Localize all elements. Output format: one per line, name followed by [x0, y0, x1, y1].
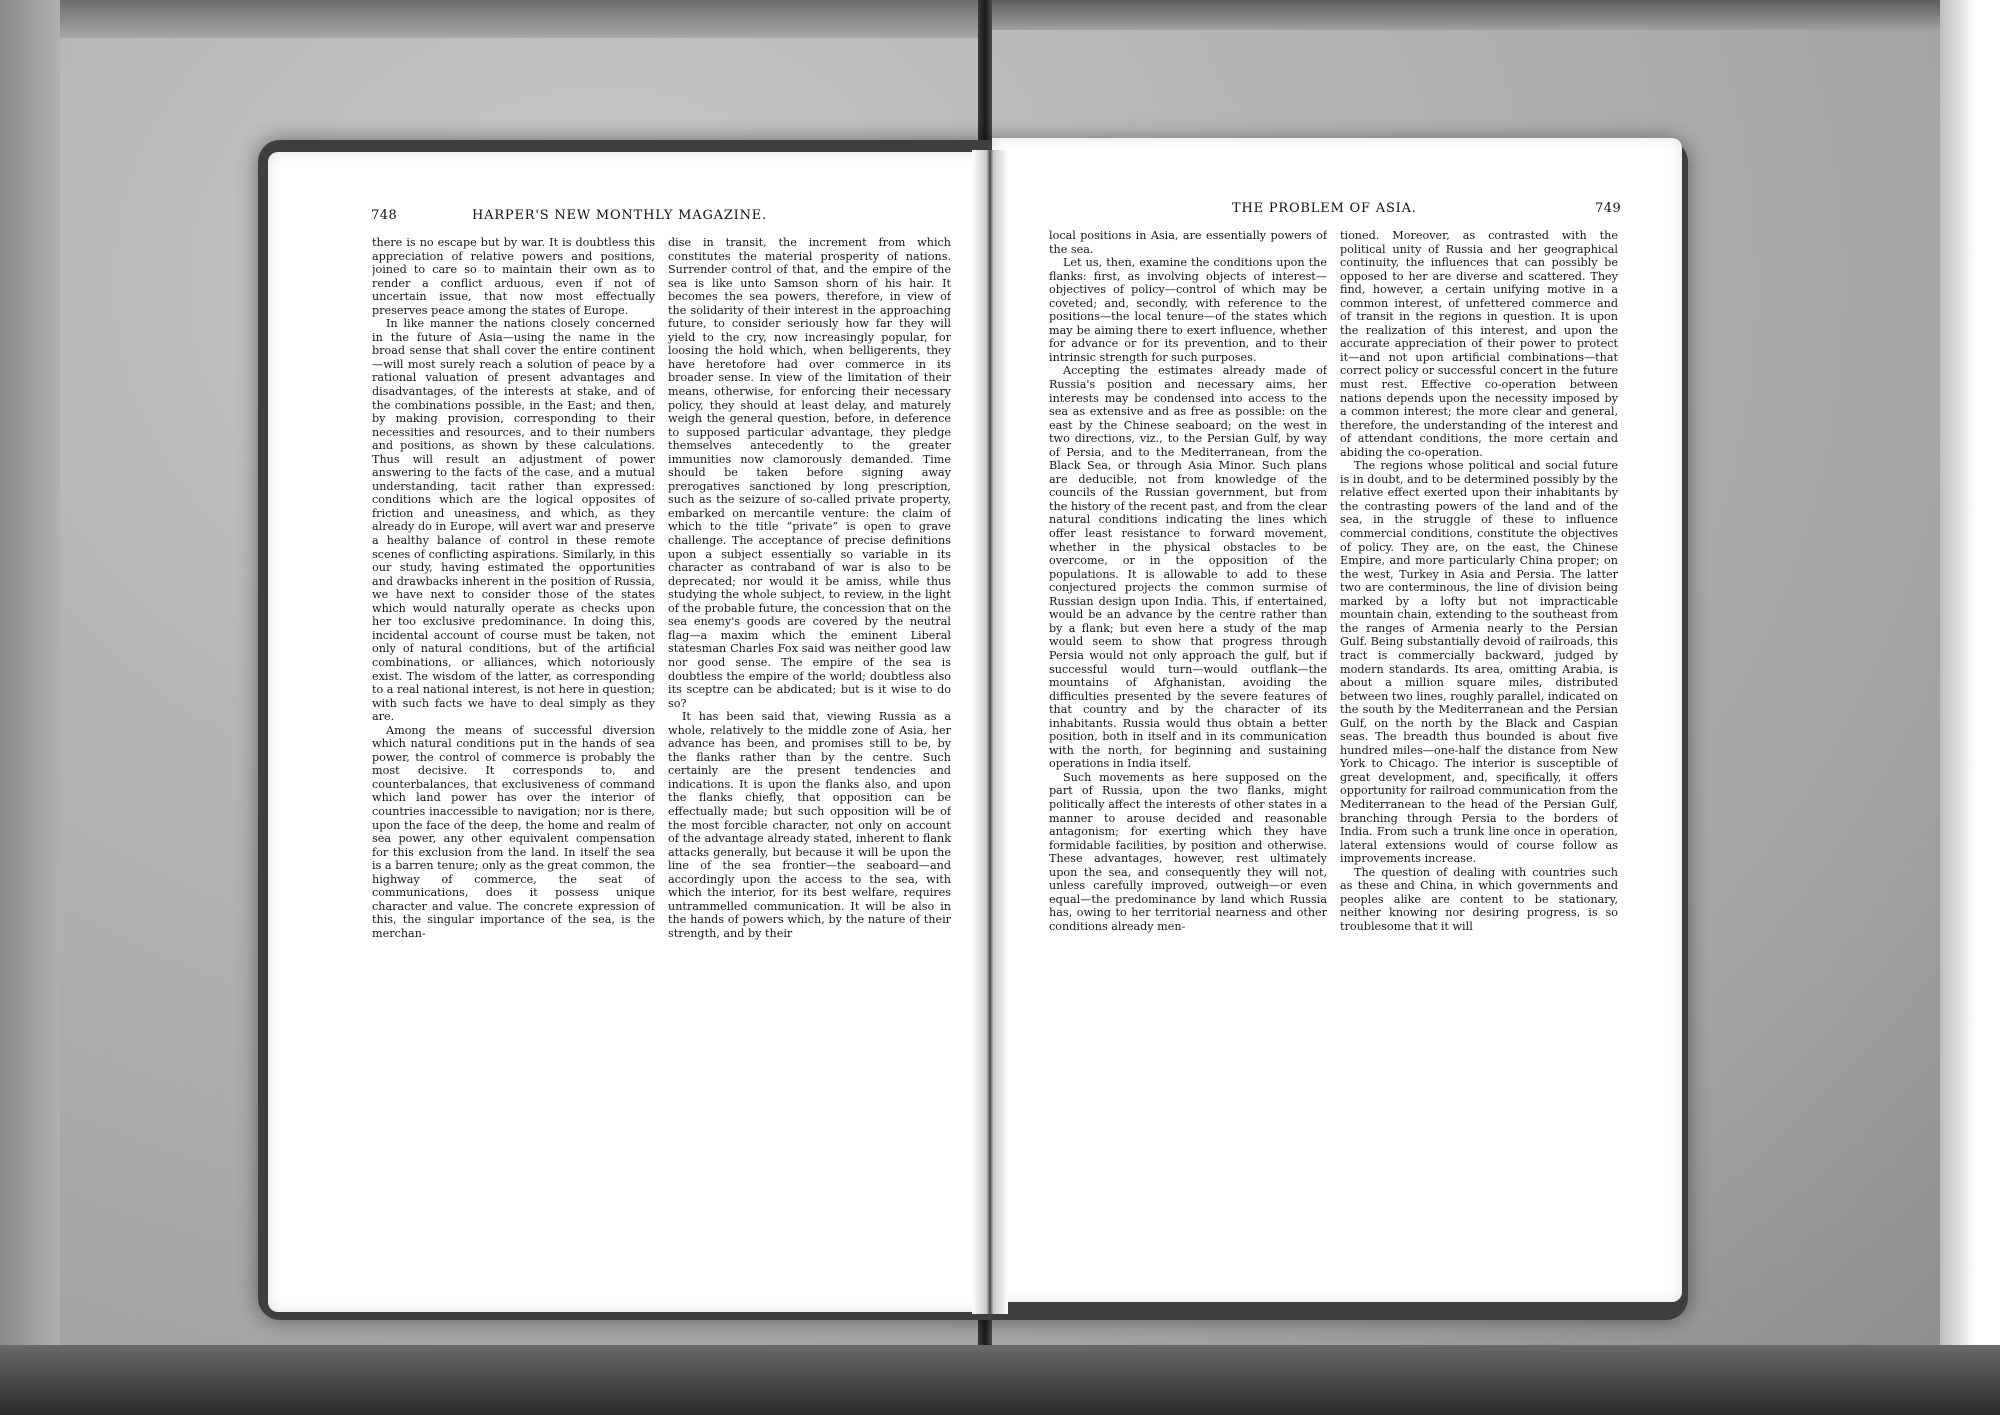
paragraph: It has been said that, viewing Russia as a whole, relatively to the middle zone of Asia, her advance has been, and promises still to be, by the flanks rather than by the centre. Such certainly are the present tendencies and indications. It is upon the flanks also, and upon the flanks chiefly, that opposition can be effectually made; but such opposition will be of the most forcible character, not only on account of the advantage already stated, inherent to flank attacks generally, but because it will be upon the line of the sea frontier—the seaboard—and accordingly upon the access to the sea, with which the interior, for its best welfare, requires untrammelled communication. It will be also in the hands of powers which, by the nature of their strength, and by their: [668, 710, 951, 940]
left-page-number: 748: [371, 208, 398, 223]
paragraph: Such movements as here supposed on the part of Russia, upon the two flanks, might politically affect the interests of other states in a manner to arouse decided and reasonable antagonism; for exerting which they have formidable facilities, by position and otherwise. These advantages, however, rest ultimately upon the sea, and consequently they will not, unless carefully improved, outweigh—or even equal—the predominance by land which Russia has, owing to her territorial nearness and other conditions already men-: [1049, 770, 1327, 933]
scan-right-edge: [1940, 0, 2000, 1415]
right-cover-edge: [992, 0, 1940, 30]
paragraph: Accepting the estimates already made of Russia's position and necessary aims, her interests may be condensed into access to the sea as extensive and as free as possible: on the east by the Chinese seaboard; on the west in two directions, viz., to the Persian Gulf, by way of Persia, and to the Mediterranean, from the Black Sea, or through Asia Minor. Such plans are deducible, not from knowledge of the councils of the Russian government, but from the history of the recent past, and from the clear natural conditions indicating the lines which offer least resistance to forward movement, whether in the physical obstacles to be overcome, or in the opposition of the populations. It is allowable to add to these conjectured projects the common surmise of Russian design upon India. This, if entertained, would be an advance by the centre rather than by a flank; but even here a study of the map would seem to show that progress through Persia would not only approach the gulf, but if successful would turn—would outflank—the mountains of Afghanistan, avoiding the difficulties presented by the severe features of that country and by the character of its inhabitants. Russia would thus obtain a better position, both in itself and in its communication with the north, for beginning and sustaining operations in India itself.: [1049, 364, 1327, 771]
paragraph: The regions whose political and social future is in doubt, and to be determined possibly by the relative effect exerted upon their inhabitants by the contrasting powers of the land and of the sea, in the struggle of these to influence commercial conditions, constitute the objectives of policy. They are, on the east, the Chinese Empire, and more particularly China proper; on the west, Turkey in Asia and Persia. The latter two are conterminous, the line of division being marked by a lofty but not impracticable mountain chain, extending to the southeast from the ranges of Armenia nearly to the Persian Gulf. Being substantially devoid of railroads, this tract is commercially backward, judged by modern standards. Its area, omitting Arabia, is about a million square miles, distributed between two lines, roughly parallel, indicated on the south by the Mediterranean and the Persian Gulf, on the north by the Black and Caspian seas. The breadth thus bounded is about five hundred miles—one-half the distance from New York to Chicago. The interior is susceptible of great development, and, specifically, it offers opportunity for railroad communication from the Mediterranean to the head of the Persian Gulf, branching through Persia to the borders of India. From such a trunk line once in operation, lateral extensions would of course follow as improvements increase.: [1340, 459, 1618, 866]
paragraph: dise in transit, the increment from which constitutes the material prosperity of nations. Surrender control of that, and the empire of the sea is like unto Samson shorn of his hair. It becomes the sea powers, therefore, in view of the solidarity of their interest in the approaching future, to consider seriously how far they will yield to the cry, now increasingly popular, for loosing the hold which, when belligerents, they have heretofore had over commerce in its broader sense. In view of the limitation of their means, otherwise, for enforcing their necessary policy, they should at least delay, and maturely weigh the general question, before, in deference to supposed particular advantage, they pledge themselves antecedently to the greater immunities now clamorously demanded. Time should be taken before signing away prerogatives sanctioned by long prescription, such as the seizure of so-called private property, embarked on mercantile venture: the claim of which to the title “private” is open to grave challenge. The acceptance of precise definitions upon a subject essentially so variable in its character as contraband of war is also to be deprecated; nor would it be amiss, while thus studying the whole subject, to review, in the light of the probable future, the concession that on the sea enemy's goods are covered by the neutral flag—a maxim which the eminent Liberal statesman Charles Fox said was neither good law nor good sense. The empire of the sea is doubtless the empire of the world; doubtless also its sceptre can be abdicated; but is it wise to do so?: [668, 236, 951, 710]
right-running-head: THE PROBLEM OF ASIA.: [1232, 201, 1417, 216]
left-cover-edge: [60, 0, 978, 38]
right-page-number: 749: [1595, 201, 1622, 216]
right-page-column-1: [1049, 229, 1327, 1129]
paragraph: there is no escape but by war. It is doubtless this appreciation of relative powers and positions, joined to care so to maintain their own as to render a conflict arduous, even if not of uncertain issue, that now most effectually preserves peace among the states of Europe.: [372, 236, 655, 317]
paragraph: Among the means of successful diversion which natural conditions put in the hands of sea power, the control of commerce is probably the most decisive. It corresponds to, and counterbalances, that exclusiveness of command which land power has over the interior of countries inaccessible to navigation; nor is there, upon the face of the deep, the home and realm of sea power, any other equivalent compensation for this exclusion from the land. In itself the sea is a barren tenure; only as the great common, the highway of commerce, the seat of communications, does it possess unique character and value. The concrete expression of this, the singular importance of the sea, is the merchan-: [372, 723, 655, 940]
paragraph: The question of dealing with countries such as these and China, in which governments and peoples alike are content to be stationary, neither knowing nor desiring progress, is so troublesome that it will: [1340, 865, 1618, 933]
left-page-column-1: [372, 236, 655, 1134]
paragraph: local positions in Asia, are essentially powers of the sea.: [1049, 229, 1327, 256]
left-page-column-2: [668, 236, 951, 1134]
paragraph: tioned. Moreover, as contrasted with the political unity of Russia and her geographical continuity, the influences that can possibly be opposed to her are diverse and scattered. They find, however, a certain unifying motive in a common interest, of unfettered commerce and of transit in the regions in question. It is upon the realization of this interest, and upon the accurate appreciation of their power to protect it—and not upon artificial combinations—that correct policy or successful concert in the future must rest. Effective co-operation between nations depends upon the necessity imposed by a common interest; the more clear and general, therefore, the understanding of the interest and of attendant conditions, the more certain and abiding the co-operation.: [1340, 229, 1618, 459]
page-gutter: [972, 150, 1008, 1314]
left-running-head: HARPER'S NEW MONTHLY MAGAZINE.: [472, 208, 768, 223]
scan-bottom-edge: [0, 1345, 2000, 1415]
scan-left-edge: [0, 0, 60, 1415]
paragraph: In like manner the nations closely concerned in the future of Asia—using the name in the broad sense that shall cover the entire continent—will most surely reach a solution of peace by a rational valuation of present advantages and disadvantages, of the interests at stake, and of the combinations possible, in the East; and then, by making provision, corresponding to their necessities and resources, and to their numbers and positions, as shown by these calculations. Thus will result an adjustment of power answering to the facts of the case, and a mutual understanding, tacit rather than expressed: conditions which are the logical opposites of friction and uneasiness, and which, as they already do in Europe, will avert war and preserve a healthy balance of control in these remote scenes of conflicting aspirations. Similarly, in this our study, having estimated the opportunities and drawbacks inherent in the position of Russia, we have next to consider those of the states which would naturally operate as checks upon her too exclusive predominance. In doing this, incidental account of course must be taken, not only of natural conditions, but of the artificial combinations, or alliances, which notoriously exist. The wisdom of the latter, as corresponding to a real national interest, is not here in question; with such facts we have to deal simply as they are.: [372, 317, 655, 724]
paragraph: Let us, then, examine the conditions upon the flanks: first, as involving objects of interest—objectives of policy—control of which may be coveted; and, secondly, with reference to the positions—the local tenure—of the states which may be aiming there to exert influence, whether for advance or for its prevention, and to their intrinsic strength for such purposes.: [1049, 256, 1327, 364]
right-page-column-2: [1340, 229, 1618, 1129]
